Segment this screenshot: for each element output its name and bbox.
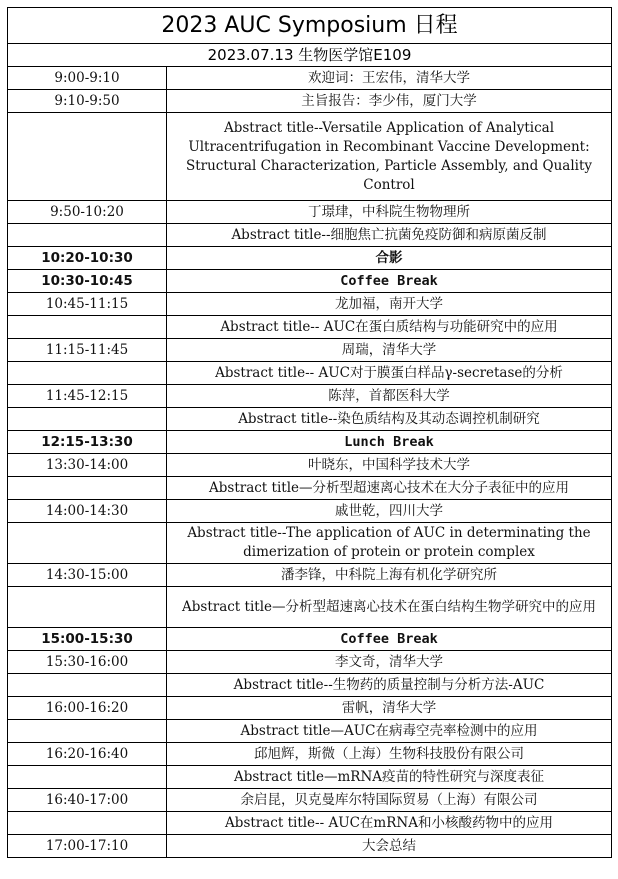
time-cell: 10:20-10:30 — [8, 247, 167, 270]
abstract-cell: Abstract title--细胞焦亡抗菌免疫防御和病原菌反制 — [167, 224, 612, 247]
time-cell: 16:00-16:20 — [8, 697, 167, 720]
time-cell — [8, 523, 167, 564]
date-venue: 2023.07.13 生物医学馆E109 — [8, 44, 612, 67]
schedule-row — [8, 90, 612, 113]
schedule-row — [8, 431, 612, 454]
time-cell: 9:50-10:20 — [8, 201, 167, 224]
speaker-cell: 陈萍，首都医科大学 — [167, 385, 612, 408]
time-cell — [8, 113, 167, 201]
speaker-cell: 戚世乾，四川大学 — [167, 500, 612, 523]
time-cell — [8, 408, 167, 431]
schedule-row — [8, 454, 612, 477]
schedule-row — [8, 339, 612, 362]
time-cell: 9:00-9:10 — [8, 67, 167, 90]
speaker-cell: 潘李锋，中科院上海有机化学研究所 — [167, 564, 612, 587]
time-cell — [8, 812, 167, 835]
speaker-cell: 主旨报告：李少伟，厦门大学 — [167, 90, 612, 113]
time-cell: 11:45-12:15 — [8, 385, 167, 408]
abstract-cell: Abstract title--Versatile Application of Analytical Ultracentrifugation in Recombinant Vaccine Development: Structural Characterization, Particle Assembly, and Quality Control — [167, 113, 612, 201]
time-cell — [8, 316, 167, 339]
closing-cell: 大会总结 — [167, 835, 612, 858]
speaker-cell: 邱旭辉，斯微（上海）生物科技股份有限公司 — [167, 743, 612, 766]
schedule-row — [8, 316, 612, 339]
time-cell: 12:15-13:30 — [8, 431, 167, 454]
speaker-cell: 欢迎词：王宏伟，清华大学 — [167, 67, 612, 90]
time-cell: 9:10-9:50 — [8, 90, 167, 113]
event-cell: Coffee Break — [167, 628, 612, 651]
speaker-cell: 余启昆，贝克曼库尔特国际贸易（上海）有限公司 — [167, 789, 612, 812]
time-cell: 15:30-16:00 — [8, 651, 167, 674]
speaker-cell: 龙加福，南开大学 — [167, 293, 612, 316]
abstract-cell: Abstract title--染色质结构及其动态调控机制研究 — [167, 408, 612, 431]
speaker-cell: 周瑞，清华大学 — [167, 339, 612, 362]
time-cell — [8, 587, 167, 628]
schedule-row — [8, 408, 612, 431]
schedule-row — [8, 651, 612, 674]
abstract-cell: Abstract title—分析型超速离心技术在大分子表征中的应用 — [167, 477, 612, 500]
schedule-row — [8, 523, 612, 564]
speaker-cell: 叶晓东，中国科学技术大学 — [167, 454, 612, 477]
schedule-row — [8, 564, 612, 587]
time-cell: 17:00-17:10 — [8, 835, 167, 858]
schedule-row — [8, 247, 612, 270]
time-cell — [8, 766, 167, 789]
event-cell: 合影 — [167, 247, 612, 270]
schedule-row — [8, 385, 612, 408]
event-cell: Lunch Break — [167, 431, 612, 454]
schedule-row — [8, 67, 612, 90]
time-cell — [8, 362, 167, 385]
schedule-row — [8, 113, 612, 201]
time-cell: 11:15-11:45 — [8, 339, 167, 362]
abstract-cell: Abstract title-- AUC对于膜蛋白样品γ-secretase的分析 — [167, 362, 612, 385]
time-cell: 14:30-15:00 — [8, 564, 167, 587]
speaker-cell: 雷帆，清华大学 — [167, 697, 612, 720]
schedule-row — [8, 743, 612, 766]
schedule-row — [8, 500, 612, 523]
time-cell — [8, 477, 167, 500]
time-cell: 10:30-10:45 — [8, 270, 167, 293]
abstract-cell: Abstract title--The application of AUC in determinating the dimerization of protein or protein complex — [167, 523, 612, 564]
time-cell: 16:20-16:40 — [8, 743, 167, 766]
time-cell: 16:40-17:00 — [8, 789, 167, 812]
abstract-cell: Abstract title—分析型超速离心技术在蛋白结构生物学研究中的应用 — [167, 587, 612, 628]
speaker-cell: 丁璟珒，中科院生物物理所 — [167, 201, 612, 224]
schedule-row — [8, 628, 612, 651]
abstract-cell: Abstract title--生物药的质量控制与分析方法-AUC — [167, 674, 612, 697]
time-cell — [8, 224, 167, 247]
abstract-cell: Abstract title-- AUC在mRNA和小核酸药物中的应用 — [167, 812, 612, 835]
schedule-row — [8, 270, 612, 293]
schedule-row — [8, 293, 612, 316]
time-cell: 10:45-11:15 — [8, 293, 167, 316]
speaker-cell: 李文奇，清华大学 — [167, 651, 612, 674]
schedule-row — [8, 224, 612, 247]
time-cell — [8, 674, 167, 697]
schedule-title: 2023 AUC Symposium 日程 — [8, 8, 612, 44]
time-cell — [8, 720, 167, 743]
abstract-cell: Abstract title—mRNA疫苗的特性研究与深度表征 — [167, 766, 612, 789]
schedule-row — [8, 477, 612, 500]
schedule-row — [8, 812, 612, 835]
event-cell: Coffee Break — [167, 270, 612, 293]
abstract-cell: Abstract title—AUC在病毒空壳率检测中的应用 — [167, 720, 612, 743]
schedule-row — [8, 674, 612, 697]
schedule-row — [8, 720, 612, 743]
time-cell: 15:00-15:30 — [8, 628, 167, 651]
schedule-row — [8, 697, 612, 720]
schedule-table — [7, 7, 612, 858]
schedule-row — [8, 766, 612, 789]
schedule-row — [8, 789, 612, 812]
schedule-row — [8, 362, 612, 385]
schedule-row — [8, 201, 612, 224]
time-cell: 14:00-14:30 — [8, 500, 167, 523]
schedule-row — [8, 587, 612, 628]
time-cell: 13:30-14:00 — [8, 454, 167, 477]
abstract-cell: Abstract title-- AUC在蛋白质结构与功能研究中的应用 — [167, 316, 612, 339]
schedule-row — [8, 835, 612, 858]
